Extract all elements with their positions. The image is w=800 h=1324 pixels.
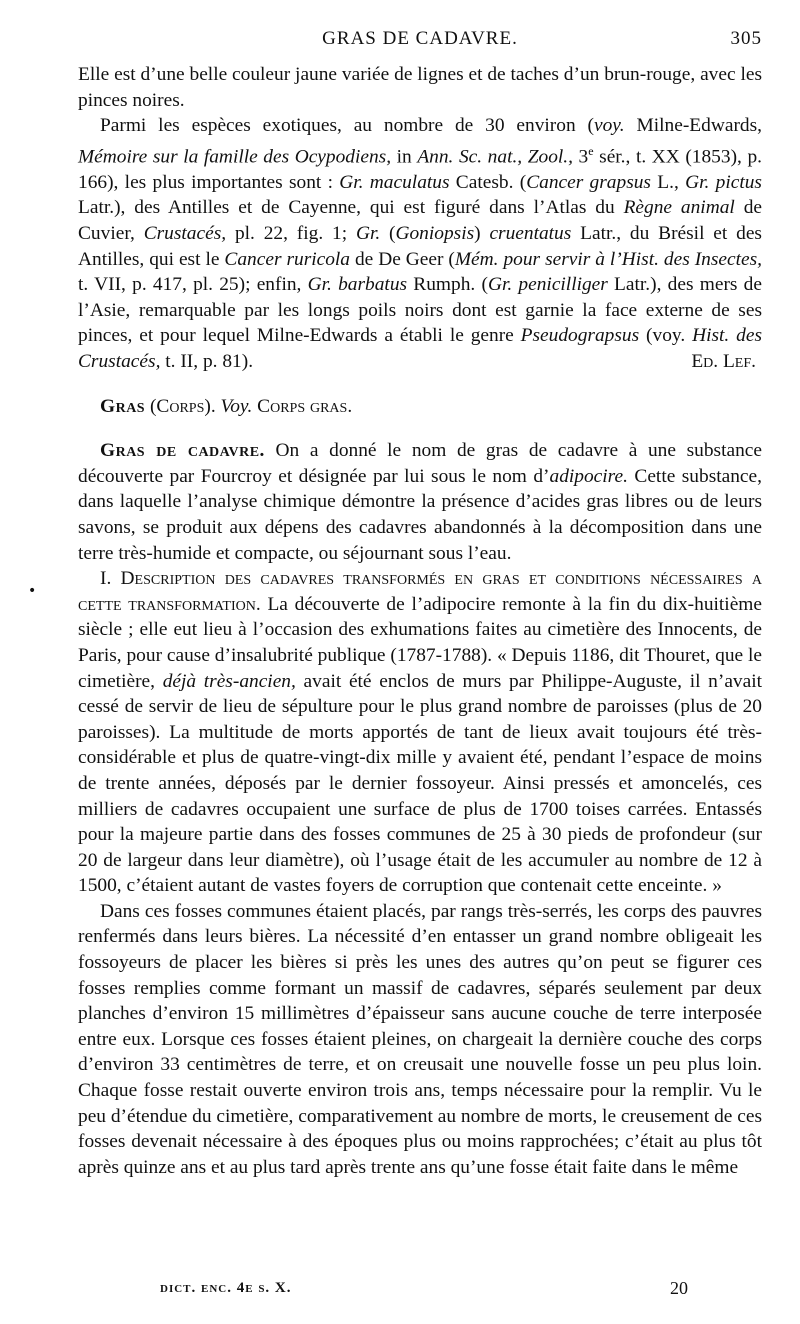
headword-gras: Gras — [100, 395, 146, 417]
margin-bullet: • — [28, 583, 37, 599]
paragraph-section-one: I. Description des cadavres transformés en gras et conditions nécessaires a cette transformation. La découverte de l’adipocire remonte à la fin du dix-huitième siècle ; elle eut lieu à l’occasion des exhumations faites au cimetière des Innocents, de Paris, pour cause d’insalubrité publique (1787-1788). « Depuis 1186, dit Thouret, que le cimetière, déjà très-ancien, avait été enclos de murs par Philippe-Auguste, il n’avait cessé de servir de lieu de sépulture pour le plus grand nombre de paroisses (plus de 20 paroisses). La multitude de morts apportés de tant de lieux avait toujours été très-considérable et plus de quatre-vingt-dix mille y avaient été, pendant l’espace de moins de trente années, déposés par le dernier fossoyeur. Ainsi pressés et amoncelés, ces milliers de cadavres occupaient une surface de plus de 1700 toises carrées. Entassés pour la majeure partie dans des fosses communes de 25 à 30 pieds de profondeur (sur 20 de largeur dans leur diamètre), où l’usage était de les accumuler au nombre de 12 à 1500, c’étaient autant de vastes foyers de corruption que contenait cette enceinte. » — [78, 568, 763, 897]
headword-gras-de-cadavre: Gras de cadavre. — [100, 440, 265, 462]
paragraph-exotic-species: Parmi les espèces exotiques, au nombre de 30 environ (voy. Milne-Edwards, Mémoire sur la famille des Ocypodiens, in Ann. Sc. nat., Zool., 3e sér., t. XX (1853), p. 166), les plus importantes sont : Gr. maculatus Catesb. (Cancer grapsus L., Gr. pictus Latr.), des Antilles et de Cayenne, qui est figuré dans l’Atlas du Règne animal de Cuvier, Crustacés, pl. 22, fig. 1; Gr. (Goniopsis) cruentatus Latr., du Brésil et des Antilles, qui est le Cancer ruricola de De Geer (Mém. pour servir à l’Hist. des Insectes, t. VII, p. 417, pl. 25); enfin, Gr. barbatus Rumph. (Gr. penicilliger Latr.), des mers de l’Asie, remarquable par les longs poils noirs dont est garnie la face externe de ses pinces, et pour lequel Milne-Edwards a établi le genre Pseudograpsus (voy. Hist. des Crustacés, t. II, p. 81). Ed. Lef. — [78, 113, 762, 374]
sheet-number: 20 — [670, 1278, 688, 1298]
running-header — [78, 28, 762, 56]
page-number: 305 — [730, 28, 762, 49]
section-heading: I. Description des cadavres transformés en gras et conditions nécessaires a cette transformation. — [78, 568, 762, 615]
cross-reference: Corps gras. — [257, 395, 353, 417]
paragraph-fosses-communes: Dans ces fosses communes étaient placés, par rangs très-serrés, les corps des pauvres renfermés dans leurs bières. La nécessité d’en entasser un grand nombre obligeait les fossoyeurs de placer les bières si près les unes des autres qu’on peut se figurer ces fosses remplies comme formant un massif de cadavres, séparés seulement par deux planches d’environ 15 millimètres d’épaisseur sans aucune couche de terre interposée entre eux. Lorsque ces fosses étaient pleines, on chargeait la dernière couche des corps d’environ 33 centimètres de terre, et on creusait une nouvelle fosse un peu plus loin. Chaque fosse restait ouverte environ trois ans, temps nécessaire pour la remplir. Vu le peu d’étendue du cimetière, comparativement au nombre de morts, le creusement de ces fosses devenait nécessaire à des époques plus ou moins rapprochées; c’était au plus tôt après quinze ans et au plus tard après trente ans qu’une fosse était faite dans le même — [78, 900, 762, 1178]
body-text — [78, 62, 762, 1180]
running-title: GRAS DE CADAVRE. — [322, 28, 518, 49]
author-signature: Ed. Lef. — [691, 351, 756, 372]
page-footer — [160, 1278, 720, 1304]
entry-gras-corps: Gras (Corps). Voy. Corps gras. — [100, 395, 353, 417]
paragraph-continuation: Elle est d’une belle couleur jaune variée de lignes et de taches d’un brun-rouge, avec les pinces noires. — [78, 64, 762, 111]
signature-mark: dict. enc. 4e s. X. — [160, 1280, 292, 1296]
entry-gras-de-cadavre: Gras de cadavre. On a donné le nom de gras de cadavre à une substance découverte par Fourcroy et désignée par lui sous le nom d’adipocire. Cette substance, dans laquelle l’analyse chimique démontre la présence d’acides gras libres ou de leurs savons, se produit aux dépens des cadavres abandonnés à la décomposition dans une terre très-humide et compacte, ou séjournant sous l’eau. — [78, 440, 762, 564]
